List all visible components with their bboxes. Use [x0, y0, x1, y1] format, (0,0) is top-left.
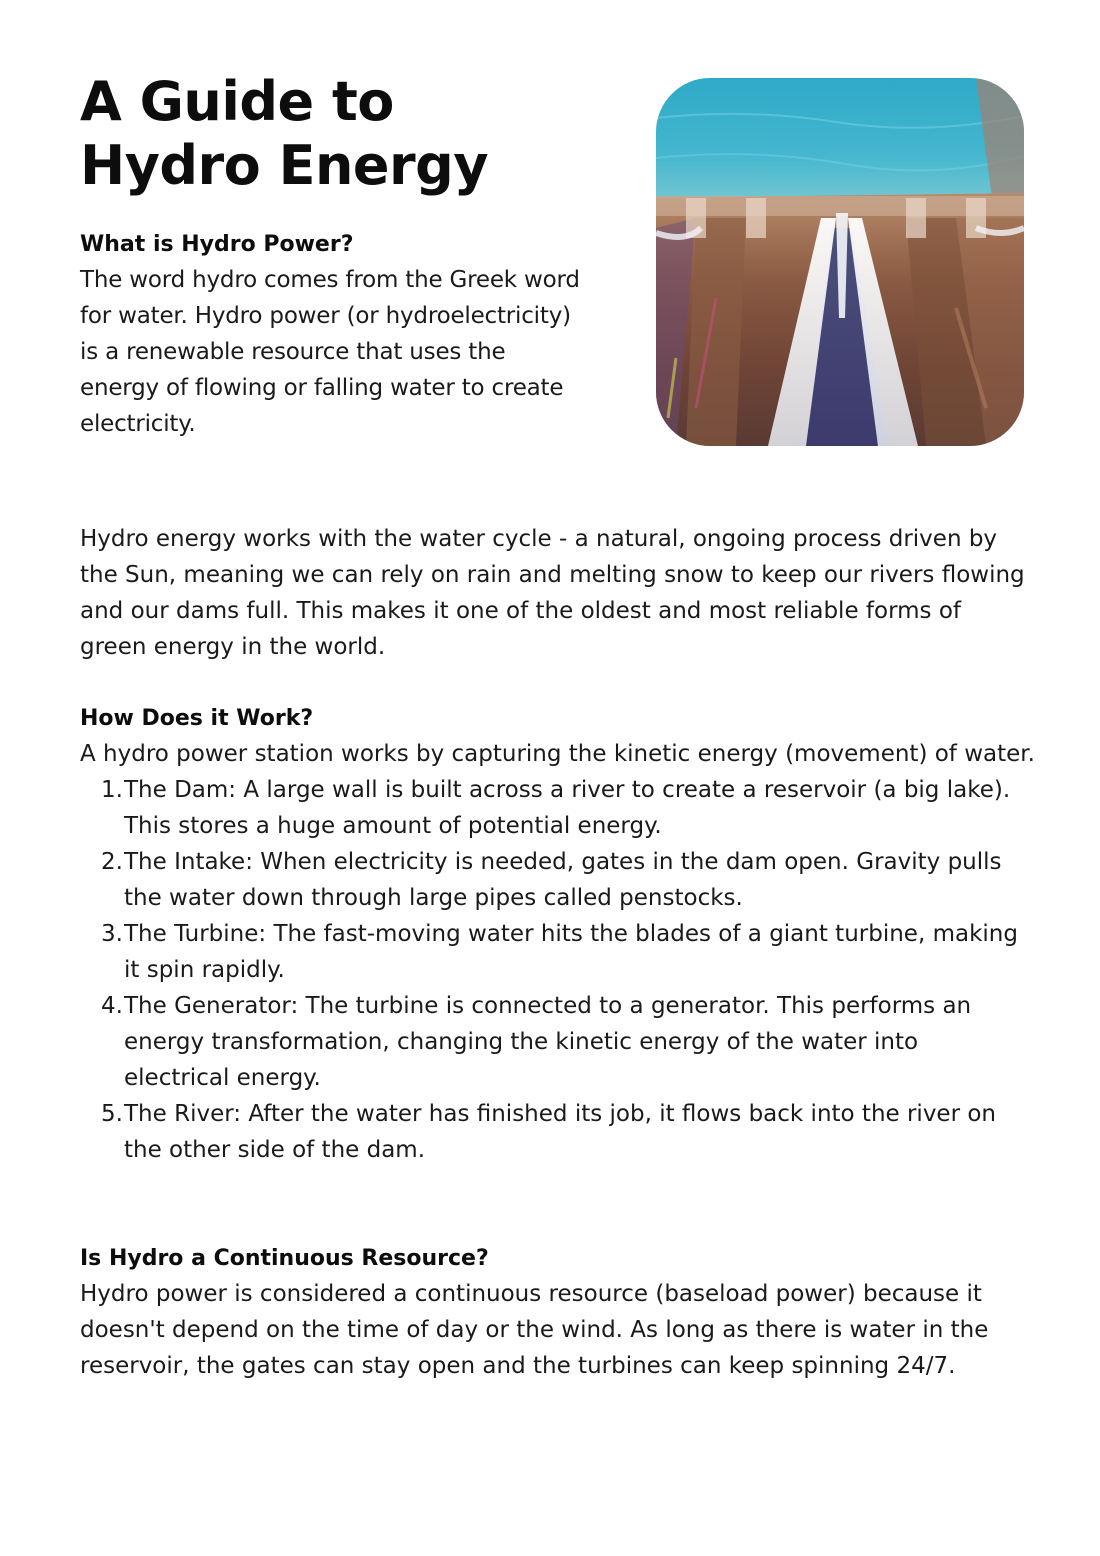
list-item	[80, 844, 1040, 916]
intro-heading: What is Hydro Power?	[80, 232, 354, 257]
water-cycle-paragraph: Hydro energy works with the water cycle - a natural, ongoing process driven by the Sun, meaning we can rely on rain and melting snow to keep our rivers flowing and our dams full. This makes it one of the oldest and most reliable forms of green energy in the world.	[80, 526, 1025, 660]
step-number: 4.	[101, 993, 123, 1019]
intro-paragraph: The word hydro comes from the Greek word for water. Hydro power (or hydroelectricity) is a renewable resource that uses the energy of flowing or falling water to create electricity.	[80, 267, 580, 437]
step-text: The Intake: When electricity is needed, gates in the dam open. Gravity pulls the water down through large pipes called penstocks.	[124, 849, 1002, 911]
continuous-paragraph: Hydro power is considered a continuous resource (baseload power) because it doesn't depend on the time of day or the wind. As long as there is water in the reservoir, the gates can stay open and the turbines can keep spinning 24/7.	[80, 1281, 989, 1379]
page-title	[80, 70, 488, 198]
step-number: 5.	[101, 1101, 123, 1127]
dam-spillway-photo	[656, 78, 1024, 446]
water-cycle-section	[80, 521, 1030, 665]
page-title-line-1: A Guide to	[80, 70, 394, 133]
how-it-works-intro: A hydro power station works by capturing the kinetic energy (movement) of water.	[80, 741, 1035, 767]
step-text: The Generator: The turbine is connected to a generator. This performs an energy transformation, changing the kinetic energy of the water into electrical energy.	[124, 993, 972, 1091]
step-number: 3.	[101, 921, 123, 947]
steps-list	[80, 772, 1040, 1168]
step-text: The River: After the water has finished its job, it flows back into the river on the other side of the dam.	[124, 1101, 997, 1163]
list-item	[80, 1096, 1040, 1168]
step-number: 2.	[101, 849, 123, 875]
continuous-heading: Is Hydro a Continuous Resource?	[80, 1246, 489, 1271]
page-title-line-2: Hydro Energy	[80, 134, 489, 197]
continuous-resource-section	[80, 1242, 1040, 1384]
step-text: The Turbine: The fast-moving water hits the blades of a giant turbine, making it spin rapidly.	[124, 921, 1018, 983]
how-it-works-section	[80, 702, 1040, 1168]
list-item	[80, 988, 1040, 1096]
step-number: 1.	[101, 777, 123, 803]
list-item	[80, 916, 1040, 988]
list-item	[80, 772, 1040, 844]
how-it-works-heading: How Does it Work?	[80, 706, 314, 731]
step-text: The Dam: A large wall is built across a river to create a reservoir (a big lake). This stores a huge amount of potential energy.	[124, 777, 1011, 839]
intro-section	[80, 228, 580, 442]
